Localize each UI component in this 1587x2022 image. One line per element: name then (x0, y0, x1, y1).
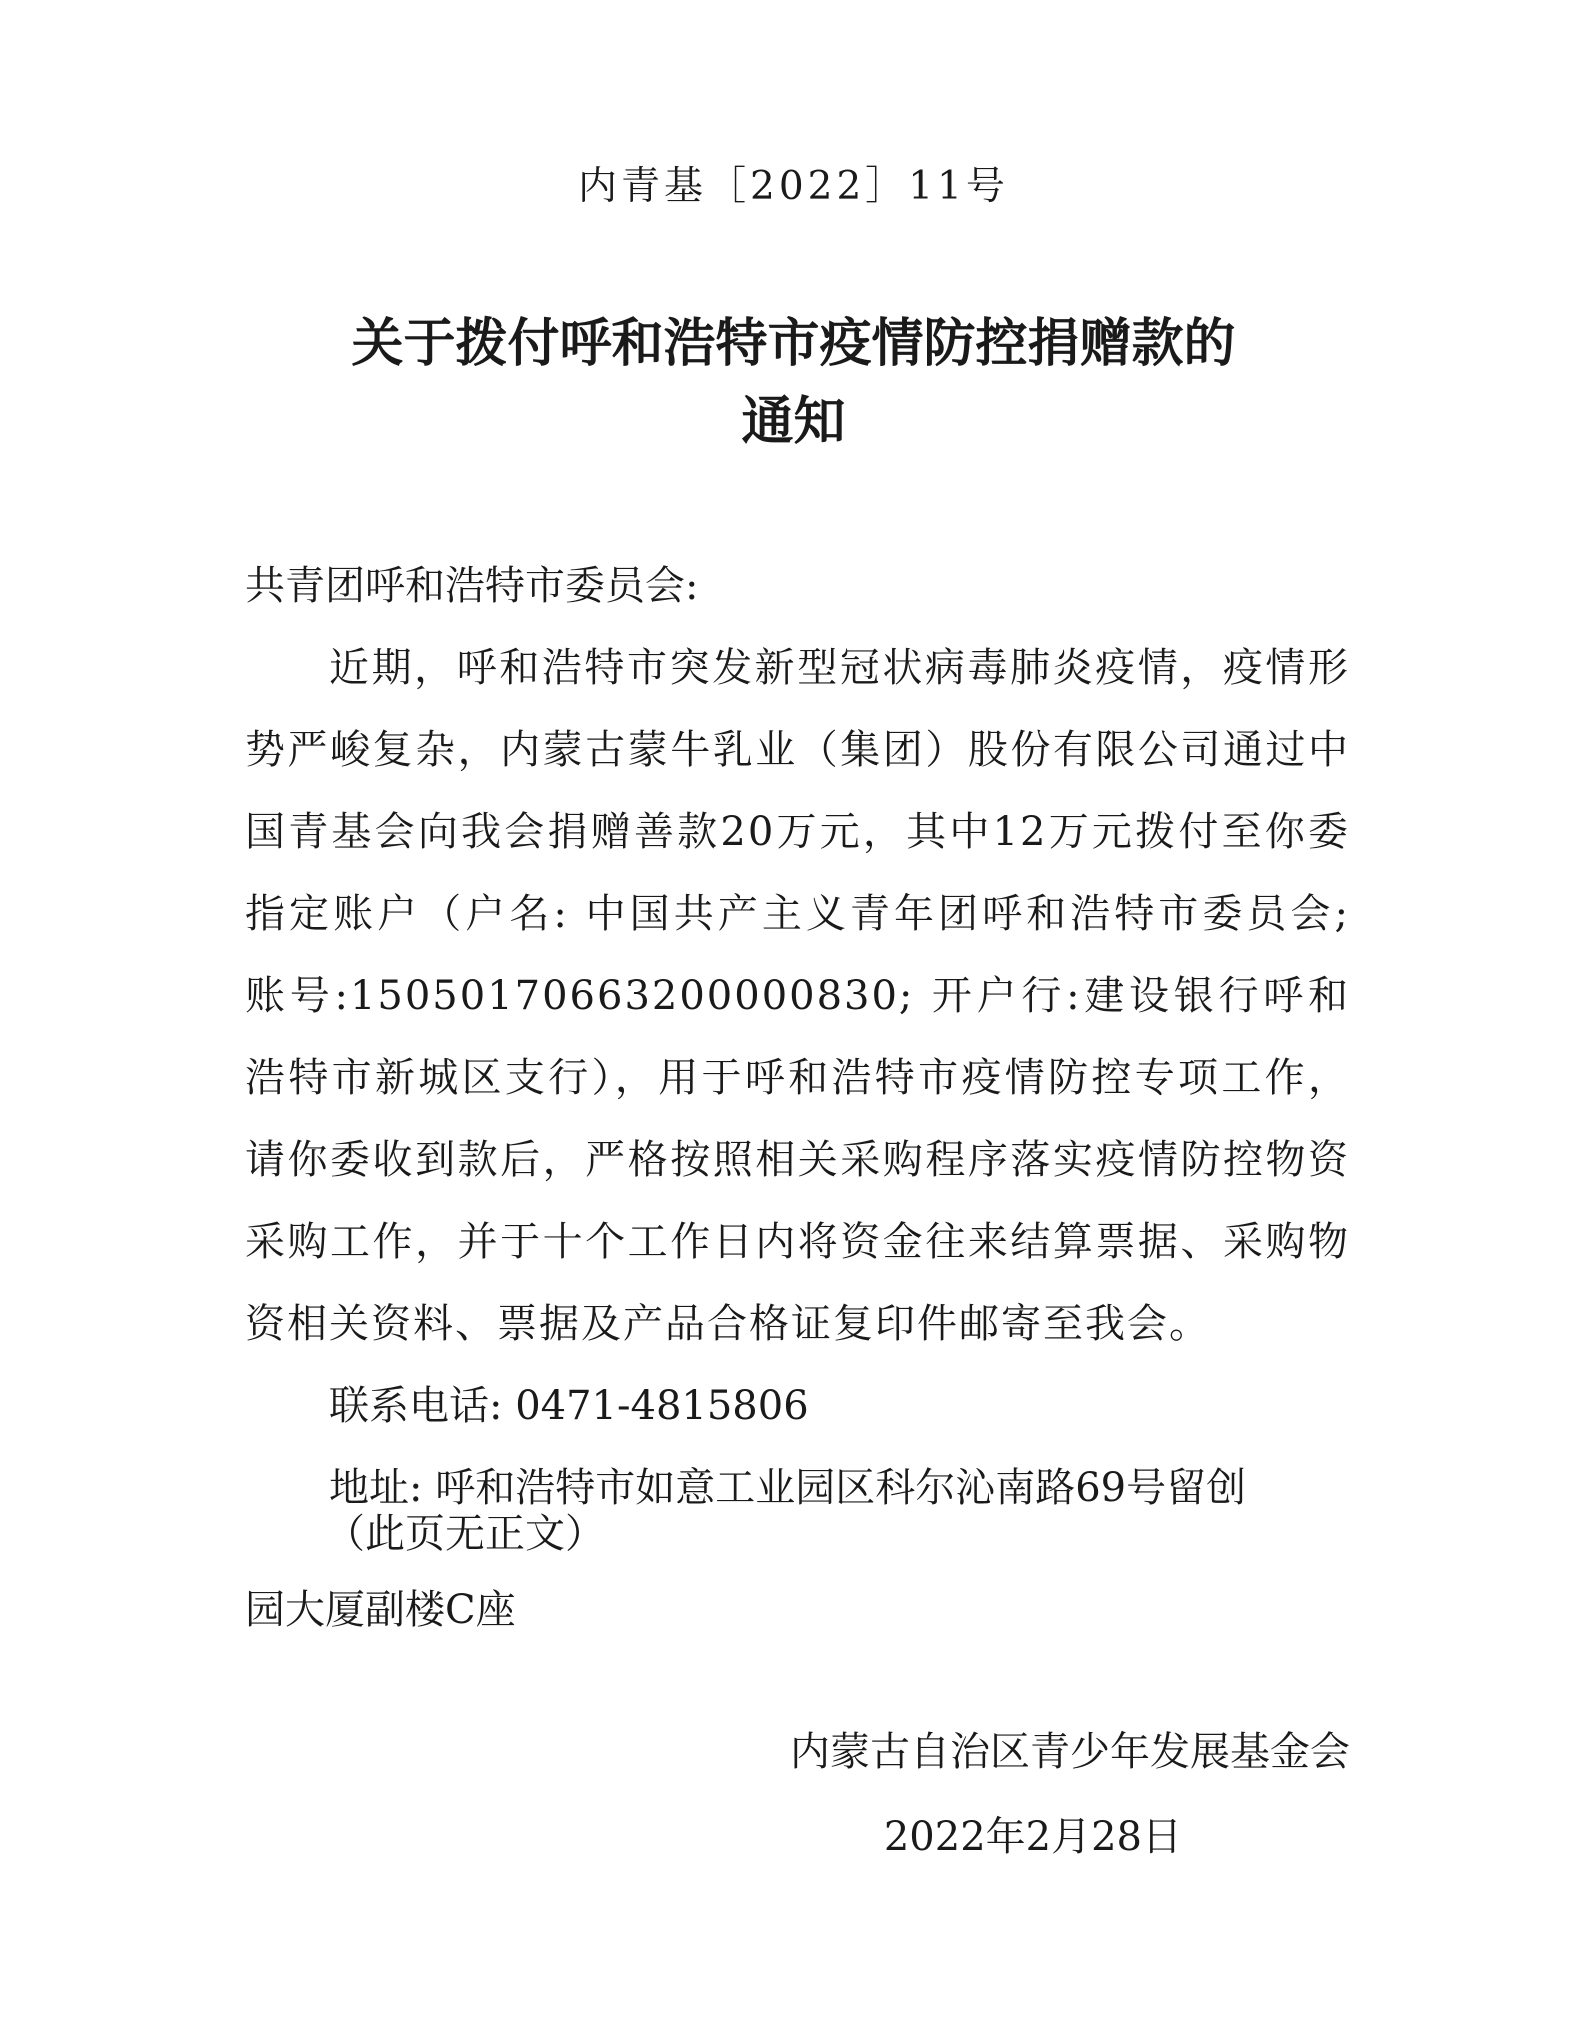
addressee: 共青团呼和浩特市委员会: (245, 563, 699, 609)
issuer-name: 内蒙古自治区青少年发展基金会 (790, 1729, 1350, 1775)
document-number: 内青基［2022］11号 (578, 164, 1009, 209)
address-line-1: 地址: 呼和浩特市如意工业园区科尔沁南路69号留创 (329, 1465, 1247, 1511)
no-body-note: （此页无正文） (325, 1511, 605, 1557)
body-paragraph: 近期，呼和浩特市突发新型冠状病毒肺炎疫情，疫情形势严峻复杂，内蒙古蒙牛乳业（集团）股份有限公司通过中国青基会向我会捐赠善款20万元，其中12万元拨付至你委指定账户（户名: 中国共产主义青年团呼和浩特市委员会; 账号:15050170663200000830; 开户行:建设银行呼和浩特市新城区支行），用于呼和浩特市疫情防控专项工作，请你委收到款后，严格按照相关采购程序落实疫情防控物资采购工作，并于十个工作日内将资金往来结算票据、采购物资相关资料、票据及产品合格证复印件邮寄至我会。 (245, 645, 1350, 1347)
title-line-1: 关于拨付呼和浩特市疫情防控捐赠款的 (351, 313, 1236, 374)
title-line-2: 通知 (741, 391, 846, 452)
address-line-2: 园大厦副楼C座 (245, 1587, 516, 1633)
document-title (0, 305, 1587, 461)
contact-phone: 联系电话: 0471-4815806 (329, 1383, 809, 1429)
issue-date: 2022年2月28日 (883, 1814, 1182, 1860)
